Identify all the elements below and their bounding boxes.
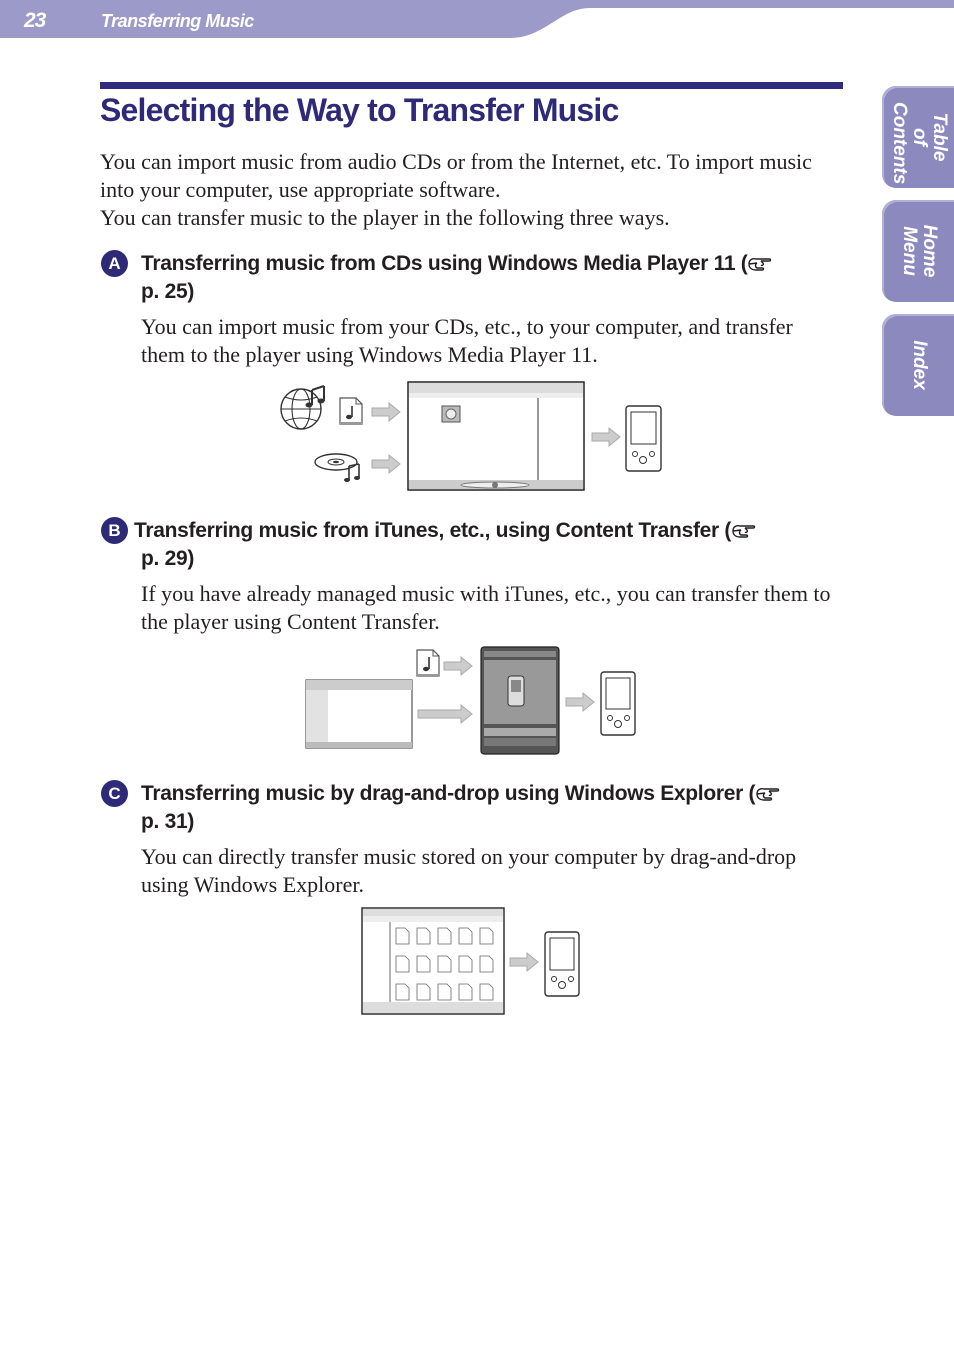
music-file-icon: [340, 398, 362, 425]
music-file-icon: [396, 956, 409, 972]
illustration-a: [276, 378, 666, 494]
music-file-icon: [459, 928, 472, 944]
intro-line-2: You can transfer music to the player in the following three ways.: [100, 205, 670, 230]
tab-label-index: Index: [909, 340, 930, 390]
arrow-icon: [566, 693, 594, 711]
header-section-title: Transferring Music: [101, 11, 254, 31]
page-number: 23: [24, 9, 46, 32]
globe-icon: [281, 386, 325, 429]
tab-index[interactable]: [882, 314, 954, 416]
music-file-icon: [396, 984, 409, 1000]
arrow-icon: [510, 953, 538, 971]
section-b-page-ref: p. 29): [141, 547, 195, 570]
cd-icon: [315, 454, 360, 482]
music-file-icon: [480, 928, 493, 944]
walkman-player-icon: [545, 932, 579, 996]
music-file-icon: [417, 984, 430, 1000]
music-file-icon: [417, 650, 439, 677]
section-a-title: Transferring music from CDs using Windows Media Player 11 (: [141, 252, 748, 275]
walkman-player-icon: [601, 672, 635, 735]
arrow-icon: [592, 428, 620, 446]
content-transfer-window: [481, 647, 559, 754]
section-b-heading[interactable]: [134, 517, 824, 573]
walkman-player-icon: [626, 406, 661, 471]
intro-text: [100, 148, 840, 232]
itunes-window: [306, 680, 412, 748]
title-rule: [100, 82, 843, 89]
badge-c: C: [101, 780, 128, 807]
music-file-icon: [480, 956, 493, 972]
section-c-page-ref: p. 31): [141, 810, 195, 833]
section-a-page-ref: p. 25): [141, 280, 195, 303]
badge-b: B: [101, 517, 128, 544]
wmp-window: [408, 382, 584, 490]
illustration-c: [360, 906, 584, 1016]
section-c-heading[interactable]: [141, 780, 831, 836]
section-b-body: If you have already managed music with iTunes, etc., you can transfer them to the player using Content Transfer.: [141, 581, 831, 634]
arrow-icon: [372, 403, 400, 421]
page-title: Selecting the Way to Transfer Music: [100, 92, 619, 128]
arrow-icon: [444, 657, 472, 675]
page-pointer-icon: [755, 785, 781, 803]
tab-home-menu[interactable]: [882, 200, 954, 302]
section-a-heading[interactable]: [141, 250, 831, 306]
badge-a: A: [101, 250, 128, 277]
music-file-icon: [438, 956, 451, 972]
music-file-icon: [438, 928, 451, 944]
page-pointer-icon: [747, 255, 773, 273]
tab-label-home-menu: Home Menu: [899, 224, 940, 278]
music-file-icon: [480, 984, 493, 1000]
illustration-b: [304, 644, 644, 758]
intro-line-1: You can import music from audio CDs or from the Internet, etc. To import music into your computer, use appropriate software.: [100, 149, 812, 202]
section-b-title: Transferring music from iTunes, etc., using Content Transfer (: [134, 519, 732, 542]
arrow-icon: [418, 705, 472, 723]
section-c-title: Transferring music by drag-and-drop using Windows Explorer (: [141, 782, 756, 805]
tab-table-of-contents[interactable]: [882, 86, 954, 188]
music-file-icon: [396, 928, 409, 944]
music-file-icon: [417, 956, 430, 972]
music-file-icon: [417, 928, 430, 944]
music-file-icon: [459, 956, 472, 972]
page-pointer-icon: [731, 522, 757, 540]
explorer-window: [362, 908, 504, 1014]
section-a-body: You can import music from your CDs, etc., to your computer, and transfer them to the player using Windows Media Player 11.: [141, 314, 793, 367]
music-file-icon: [438, 984, 451, 1000]
arrow-icon: [372, 455, 400, 473]
page-header: [0, 0, 954, 40]
section-c-body: You can directly transfer music stored on your computer by drag-and-drop using Windows Explorer.: [141, 844, 797, 897]
tab-label-table-of-contents: Table of Contents: [889, 102, 950, 185]
music-file-icon: [459, 984, 472, 1000]
